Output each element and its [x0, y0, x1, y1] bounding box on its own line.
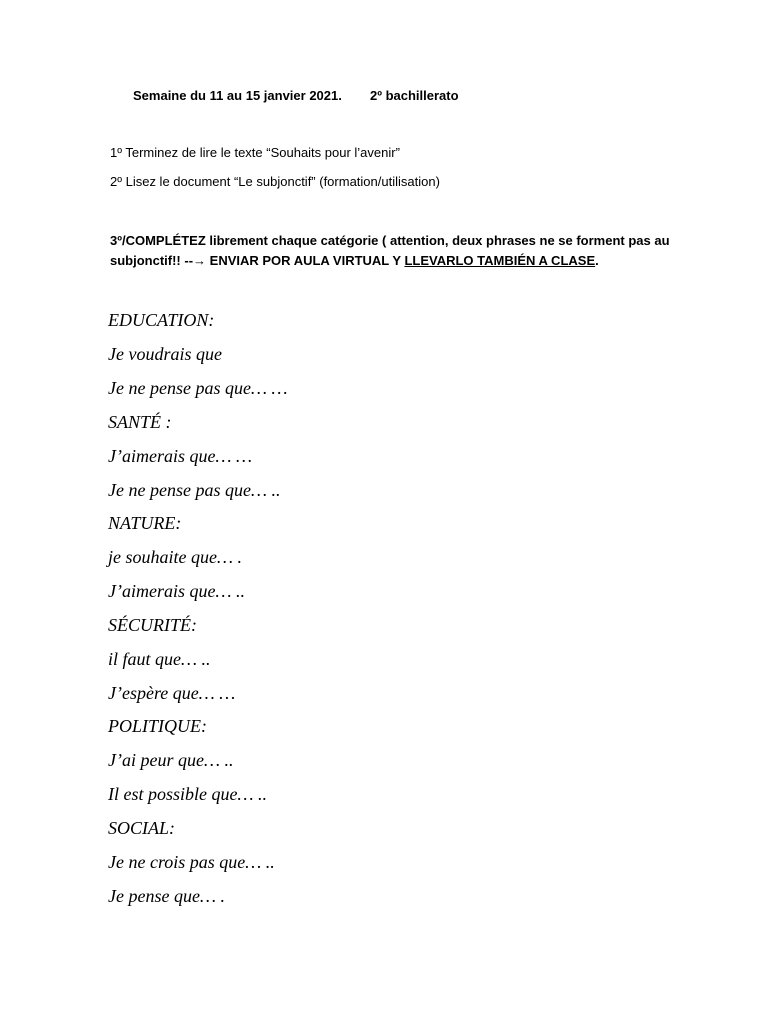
- securite-line-1: il faut que… ..: [108, 649, 211, 669]
- politique-line-1: J’ai peur que… ..: [108, 750, 234, 770]
- nature-line-2: J’aimerais que… ..: [108, 581, 245, 601]
- instruction-3: [110, 231, 670, 271]
- category-sante-title: SANTÉ :: [108, 412, 172, 432]
- category-nature-title: NATURE:: [108, 513, 182, 533]
- instruction-3-text: 3º/COMPLÉTEZ librement chaque catégorie ( attention, deux phrases ne se forment pas au subjonctif!! --: [110, 233, 670, 268]
- nature-line-1: je souhaite que… .: [108, 547, 242, 567]
- instruction-3-send: ENVIAR POR AULA VIRTUAL Y: [206, 253, 405, 268]
- securite-line-2: J’espère que… …: [108, 683, 236, 703]
- instruction-1: 1º Terminez de lire le texte “Souhaits pour l’avenir”: [110, 145, 400, 160]
- social-line-2: Je pense que… .: [108, 886, 225, 906]
- instruction-3-end: .: [595, 253, 599, 268]
- category-politique-title: POLITIQUE:: [108, 716, 207, 736]
- education-line-2: Je ne pense pas que… …: [108, 378, 288, 398]
- arrow-icon: →: [193, 253, 207, 268]
- sante-line-1: J’aimerais que… …: [108, 446, 252, 466]
- header-week: Semaine du 11 au 15 janvier 2021.: [133, 88, 342, 103]
- header-class-level: 2º bachillerato: [370, 88, 459, 103]
- politique-line-2: Il est possible que… ..: [108, 784, 267, 804]
- category-education-title: EDUCATION:: [108, 310, 215, 330]
- education-line-1: Je voudrais que: [108, 344, 222, 364]
- instruction-2: 2º Lisez le document “Le subjonctif” (formation/utilisation): [110, 174, 440, 189]
- category-securite-title: SÉCURITÉ:: [108, 615, 197, 635]
- social-line-1: Je ne crois pas que… ..: [108, 852, 275, 872]
- category-social-title: SOCIAL:: [108, 818, 175, 838]
- sante-line-2: Je ne pense pas que… ..: [108, 480, 281, 500]
- instruction-3-underlined: LLEVARLO TAMBIÉN A CLASE: [404, 253, 596, 268]
